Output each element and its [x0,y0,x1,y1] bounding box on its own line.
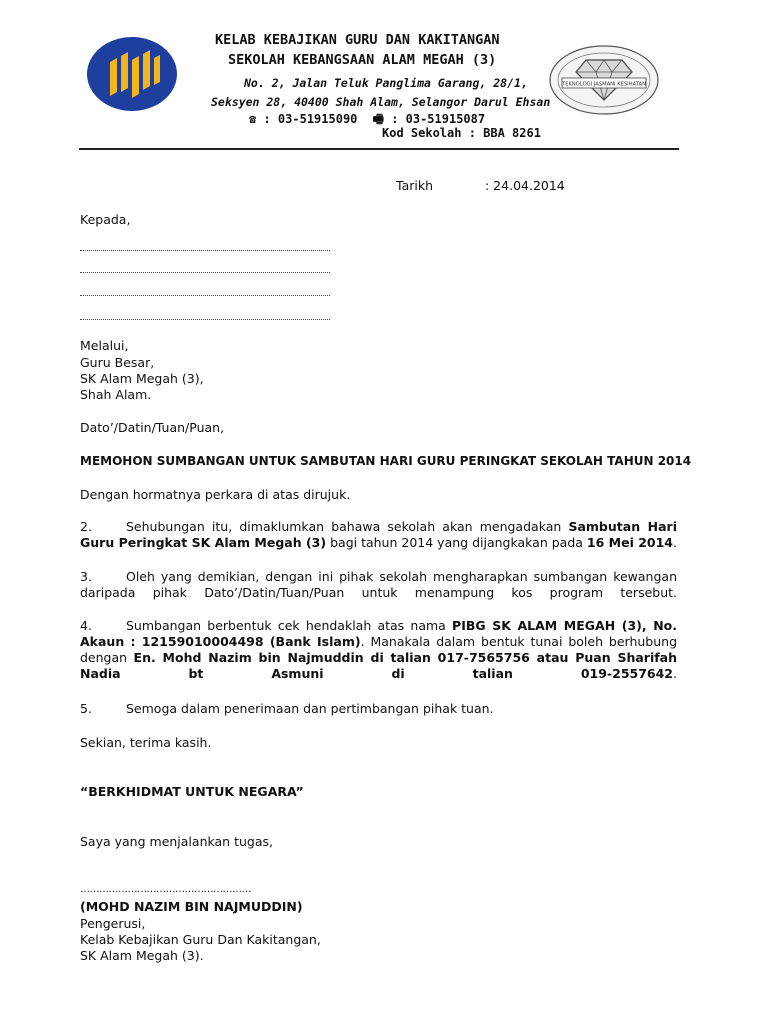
subject-line: MEMOHON SUMBANGAN UNTUK SAMBUTAN HARI GURU PERINGKAT SEKOLAH TAHUN 2014 [80,454,692,468]
paragraph-2: 2. Sehubungan itu, dimaklumkan bahawa sekolah akan mengadakan Sambutan Hari Guru Peringkat SK Alam Megah (3) bagi tahun 2014 yang dijangkakan pada 16 Mei 2014. [80,519,677,550]
sign-off: Saya yang menjalankan tugas, [80,834,273,849]
signatory-school: SK Alam Megah (3). [80,948,204,963]
via-line-1: Melalui, [80,338,129,353]
header-divider [79,148,679,150]
via-line-2: Guru Besar, [80,355,155,370]
signatory-title: Pengerusi, [80,916,146,931]
school-code: Kod Sekolah : BBA 8261 [382,126,541,140]
fax-number: : 03-51915087 [391,112,486,126]
club-name: KELAB KEBAJIKAN GURU DAN KAKITANGAN [215,32,500,48]
signatory-org: Kelab Kebajikan Guru Dan Kakitangan, [80,932,321,947]
address-blank-1 [80,250,330,251]
signature-line: ……………………………………………… [80,884,251,895]
address-blank-3 [80,295,330,296]
recipient-salutation: Kepada, [80,212,131,227]
address-line-2: Seksyen 28, 40400 Shah Alam, Selangor Darul Ehsan [211,95,551,109]
phone-icon: ☎ [249,112,257,126]
address-blank-2 [80,272,330,273]
date-value: : 24.04.2014 [485,178,565,193]
paragraph-4: 4. Sumbangan berbentuk cek hendaklah atas nama PIBG SK ALAM MEGAH (3), No. Akaun : 12159010004498 (Bank Islam). Manakala dalam bentuk tunai boleh berhubung dengan En. Mohd Nazim bin Najmuddin di talian 017-7565756 atau Puan Sharifah Nadia bt Asmuni di talian 019-2557642. [80,618,678,681]
school-name: SEKOLAH KEBANGSAAN ALAM MEGAH (3) [228,52,497,68]
date-label: Tarikh [396,178,433,193]
school-logo [86,36,178,112]
address-line-1: No. 2, Jalan Teluk Panglima Garang, 28/1, [244,76,528,90]
para-2-number: 2. [80,519,92,534]
club-emblem [548,44,660,116]
emblem-text: TEKNOLOGI JASMANI KESIHATAN [562,81,646,88]
closing-line: Sekian, terima kasih. [80,735,212,750]
opening-line: Dengan hormatnya perkara di atas dirujuk. [80,487,351,502]
paragraph-5: 5. Semoga dalam penerimaan dan pertimbangan pihak tuan. [80,701,494,716]
signatory-name: (MOHD NAZIM BIN NAJMUDDIN) [80,899,303,914]
motto: “BERKHIDMAT UNTUK NEGARA” [80,784,304,799]
para-4-number: 4. [80,618,92,633]
via-line-3: SK Alam Megah (3), [80,371,204,386]
para-5-number: 5. [80,701,92,716]
via-line-4: Shah Alam. [80,387,152,402]
para-3-number: 3. [80,569,92,584]
address-blank-4 [80,319,330,320]
phone-number: : 03-51915090 [263,112,358,126]
fax-icon: 🖷 [372,112,384,126]
paragraph-3: 3. Oleh yang demikian, dengan ini pihak sekolah mengharapkan sumbangan kewangan daripada pihak Dato’/Datin/Tuan/Puan untuk menampung kos program tersebut. [80,569,677,600]
greeting: Dato’/Datin/Tuan/Puan, [80,420,225,435]
